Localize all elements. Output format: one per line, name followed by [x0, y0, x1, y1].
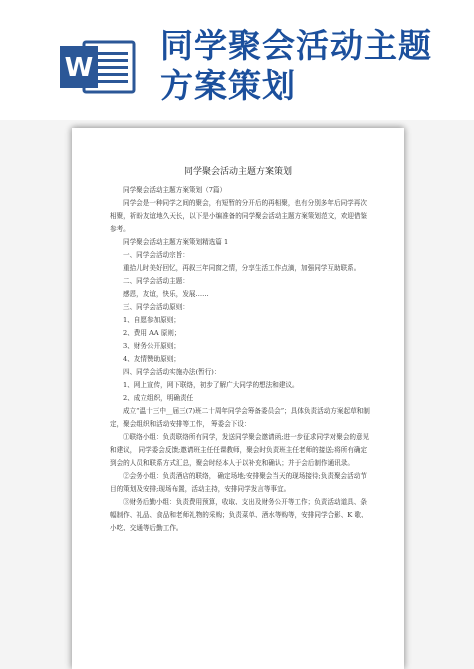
paragraph: 三、同学会活动原则： [123, 303, 189, 311]
paragraph: 二、同学会活动主题： [123, 277, 189, 285]
paragraph: ③财务后勤小组：负责费用预算，收取、支出及财务公开等工作；负责活动道具、条幅制作、礼品、食品和老师礼物的采购；负责菜单、酒水等购等，安排同学合影、K 歌、小吃、交通等后勤工作。 [110, 498, 368, 532]
paragraph: 同学会是一种同学之间的聚会，有短暂的分开后的再相聚，也有分别多年后同学再次相聚，祈盼友谊地久天长，以下是小编准备的同学聚会活动主题方案策划范文，欢迎借鉴参考。 [110, 199, 368, 233]
paragraph: 重拾儿时美好回忆，再叙三年同窗之情，分享生活工作点滴，加强同学互助联系。 [123, 264, 361, 272]
word-document-icon [60, 40, 136, 94]
paragraph: 同学聚会活动主题方案策划（7篇） [123, 186, 227, 194]
document-title: 同学聚会活动主题方案策划 [183, 167, 292, 177]
paragraph: 四、同学会活动实施办法(暂行)： [123, 368, 221, 376]
paragraph: 3、财务公开原则； [123, 342, 180, 350]
paragraph: 成立“温十三中__届三(7)班二十周年同学会筹备委员会”；具体负责活动方案起草和制定，聚会组织和活动安排等工作， 筹委会下设： [110, 407, 370, 428]
paragraph: 2、成立组织，明确责任 [123, 394, 194, 402]
paragraph: ②会务小组：负责酒店的联络， 确定场地;安排聚会当天的现场接待;负责聚会活动节目的策划及安排;现场布置，活动主持，安排同学发言等事宜。 [110, 472, 367, 493]
svg-text:W: W [64, 53, 94, 83]
paragraph: ①联络小组：负责联络所有同学，发送同学聚会邀请函;进一步征求同学对聚会的意见和建议， 同学委会反馈;邀请班主任任课教师，聚会时负责班主任老师的接送;将所有确定到会的人员和联系方式汇总，聚会时经本人于以补充和确认；并于会后制作通讯录。 [110, 433, 370, 467]
banner-title: 同学聚会活动主题方案策划 [160, 26, 432, 105]
paragraph: 1、网上宣传，网下联络，初步了解广大同学的想法和建议。 [123, 381, 299, 389]
paragraph: 一、同学会活动宗旨： [123, 251, 189, 259]
paragraph: 1、自愿参加原则； [123, 316, 180, 324]
paragraph: 同学聚会活动主题方案策划精选篇 1 [123, 238, 229, 246]
paragraph: 4、友情赞助原则； [123, 355, 180, 363]
paragraph: 感恩，友谊，快乐，发展…… [123, 290, 209, 298]
document-body [110, 184, 372, 535]
paragraph: 2、费用 AA 原则； [123, 329, 181, 337]
document-page [72, 128, 404, 669]
header-banner [0, 0, 474, 120]
